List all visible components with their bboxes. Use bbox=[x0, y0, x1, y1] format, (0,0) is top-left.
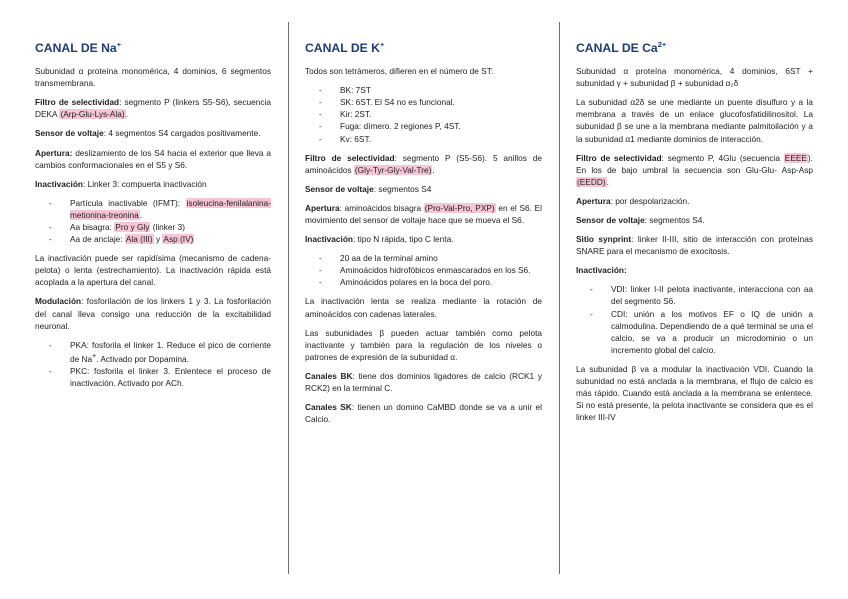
na-modulation-text: Modulación: fosforilación de los linkers 1 y 3. La fosforilación del canal lleva consigo una reducción de la excitabilidad neuronal. bbox=[35, 296, 271, 331]
na-subunit-text: Subunidad α proteína monomérica, 4 dominios, 6 segmentos transmembrana. bbox=[35, 66, 271, 89]
highlight: EEEE bbox=[784, 152, 807, 163]
k-types-list bbox=[305, 84, 542, 144]
column-ca bbox=[576, 28, 813, 430]
highlight: (Pro-Val-Pro, PXP) bbox=[424, 202, 495, 213]
ca-inactivation-heading: Inactivación: bbox=[576, 265, 627, 276]
na-opening-text: Apertura: deslizamiento de los S4 hacia el exterior que lleva a cambios conformacionales en el S5 y S6. bbox=[35, 147, 271, 170]
list-item: - PKC: fosforila el linker 3. Enlentece el proceso de inactivación. Activado por ACh. bbox=[35, 365, 271, 389]
column-na bbox=[35, 28, 271, 396]
k-heading: CANAL DE K+ bbox=[305, 40, 385, 56]
ca-synprint-text: Sitio synprint: linker II-III, sitio de interacción con proteínas SNARE para el mecanismo de exocitosis. bbox=[576, 234, 813, 257]
k-intro-text: Todos son tetrámeros, difieren en el número de ST: bbox=[305, 66, 494, 77]
ca-heading: CANAL DE $Ca^{2+}$ bbox=[576, 40, 667, 56]
list-item: - Kv: 6ST. bbox=[305, 133, 542, 145]
na-heading: CANAL DE Na+ bbox=[35, 40, 122, 56]
k-filter-text: Filtro de selectividad: segmento P (S5-S6). 5 anillos de aminoácidos (Gly-Tyr-Gly-Val-Tre). bbox=[305, 152, 542, 175]
k-sensor-text: Sensor de voltaje: segmentos S4 bbox=[305, 183, 432, 194]
highlight: (Gly-Tyr-Gly-Val-Tre) bbox=[354, 164, 432, 175]
k-slow-inactivation-text: La inactivación lenta se realiza mediante la rotación de aminoácidos con cadenas laterales. bbox=[305, 296, 542, 319]
list-item: - Kir: 2ST. bbox=[305, 108, 542, 120]
column-k bbox=[305, 28, 542, 432]
list-item: - SK: 6ST. El S4 no es funcional. bbox=[305, 96, 542, 108]
list-item: - Partícula inactivable (IFMT): isoleucina-fenilalanina-metionina-treonina. bbox=[35, 197, 271, 221]
k-inactivation-list bbox=[305, 252, 542, 288]
highlight: (EEDD) bbox=[577, 176, 606, 187]
list-item: - Aminoácidos polares en la boca del poro. bbox=[305, 276, 542, 288]
ca-filter-text: Filtro de selectividad: segmento P, 4Glu (secuencia EEEE). En los de bajo umbral la secuencia son Glu-Glu- Asp-Asp (EEDD). bbox=[576, 152, 813, 187]
k-bk-text: Canales BK: tiene dos dominios ligadores de calcio (RCK1 y RCK2) en la terminal C. bbox=[305, 370, 542, 394]
highlight: (Arp-Glu-Lys-Ala) bbox=[60, 109, 125, 120]
k-opening-text: Apertura: aminoácidos bisagra (Pro-Val-Pro, PXP) en el S6. El movimiento del sensor de voltaje hace que se mueva el S6. bbox=[305, 202, 543, 225]
highlight: isoleucina-fenilalanina-metionina-treonina bbox=[70, 197, 271, 220]
k-beta-text: Las subunidades β pueden actuar también como pelota inactivante y también para la regulación de los niveles o patrones de expresión de la subunidad α. bbox=[305, 327, 542, 362]
list-item: - PKA: fosforila el linker 1. Reduce el pico de corriente de Na+. Activado por Dopamina. bbox=[35, 339, 271, 365]
list-item: - Aa bisagra: Pro y Gly (linker 3) bbox=[35, 221, 271, 233]
k-sk-text: Canales SK: tienen un domino CaMBD donde se va a unir el Calcio. bbox=[305, 402, 542, 425]
highlight: Pro y Gly bbox=[115, 222, 150, 232]
ca-subunits-detail: La subunidad α2δ se une mediante un puente disulfuro y a la membrana a través de un enlace glucofosfatidilinositol. La subunidad β se une a la membrana mediante palmitoilación y a la subunidad α1 mediante dominios de interacción. bbox=[576, 97, 813, 144]
na-sensor-text: Sensor de voltaje: 4 segmentos S4 cargados positivamente. bbox=[35, 128, 261, 139]
na-modulation-list bbox=[35, 339, 271, 389]
list-item: - VDI: linker I-II pelota inactivante, interacciona con aa del segmento S6. bbox=[576, 283, 813, 307]
ca-opening-text: Apertura: por despolarización. bbox=[576, 195, 690, 206]
ca-subunit-text: Subunidad α proteína monomérica, 4 dominios, 6ST + subunidad γ + subunidad β + subunidad α₂δ bbox=[576, 66, 813, 89]
column-divider-1 bbox=[288, 22, 289, 574]
list-item: - Fuga: dímero. 2 regiones P, 4ST. bbox=[305, 120, 542, 132]
ca-sensor-text: Sensor de voltaje: segmentos S4. bbox=[576, 215, 705, 225]
list-item: - BK: 7ST bbox=[305, 84, 542, 96]
na-inactivation-list bbox=[35, 197, 271, 245]
list-item: - Aminoácidos hidrofóbicos enmascarados en los S6. bbox=[305, 264, 542, 276]
ca-inactivation-list bbox=[576, 283, 813, 356]
highlight: Ala (III) bbox=[125, 234, 153, 245]
k-inactivation-text: Inactivación: tipo N rápida, tipo C lenta. bbox=[305, 234, 454, 245]
na-filter-text: Filtro de selectividad: segmento P (linkers S5-S6), secuencia DEKA (Arp-Glu-Lys-Ala). bbox=[35, 97, 271, 120]
list-item: - CDI: unión a los motivos EF o IQ de unión a calmodulina. Dependiendo de a qué terminal se una el calcio, se va a producir un microdominio o un incremento global del calcio. bbox=[576, 308, 813, 356]
highlight: Asp (IV) bbox=[163, 234, 194, 245]
na-inactivation-detail: La inactivación puede ser rapidísima (mecanismo de cadena-pelota) o lenta (estrechamiento). La inactivación rápida está acoplada a la apertura del canal. bbox=[35, 253, 271, 288]
column-divider-2 bbox=[559, 22, 560, 574]
ca-beta-text: La subunidad β va a modular la inactivación VDI. Cuando la subunidad no está anclada a la membrana, el flujo de calcio es más rápido. Cuando está anclada a la membrana se enlentece. Si no está presente, la pelota inactivante se considera que es el linker III-IV bbox=[576, 363, 813, 423]
na-inactivation-text: Inactivación: Linker 3: compuerta inactivación bbox=[35, 178, 207, 189]
list-item: - 20 aa de la terminal amino bbox=[305, 252, 542, 264]
list-item: - Aa de anclaje: Ala (III) y Asp (IV) bbox=[35, 233, 271, 245]
